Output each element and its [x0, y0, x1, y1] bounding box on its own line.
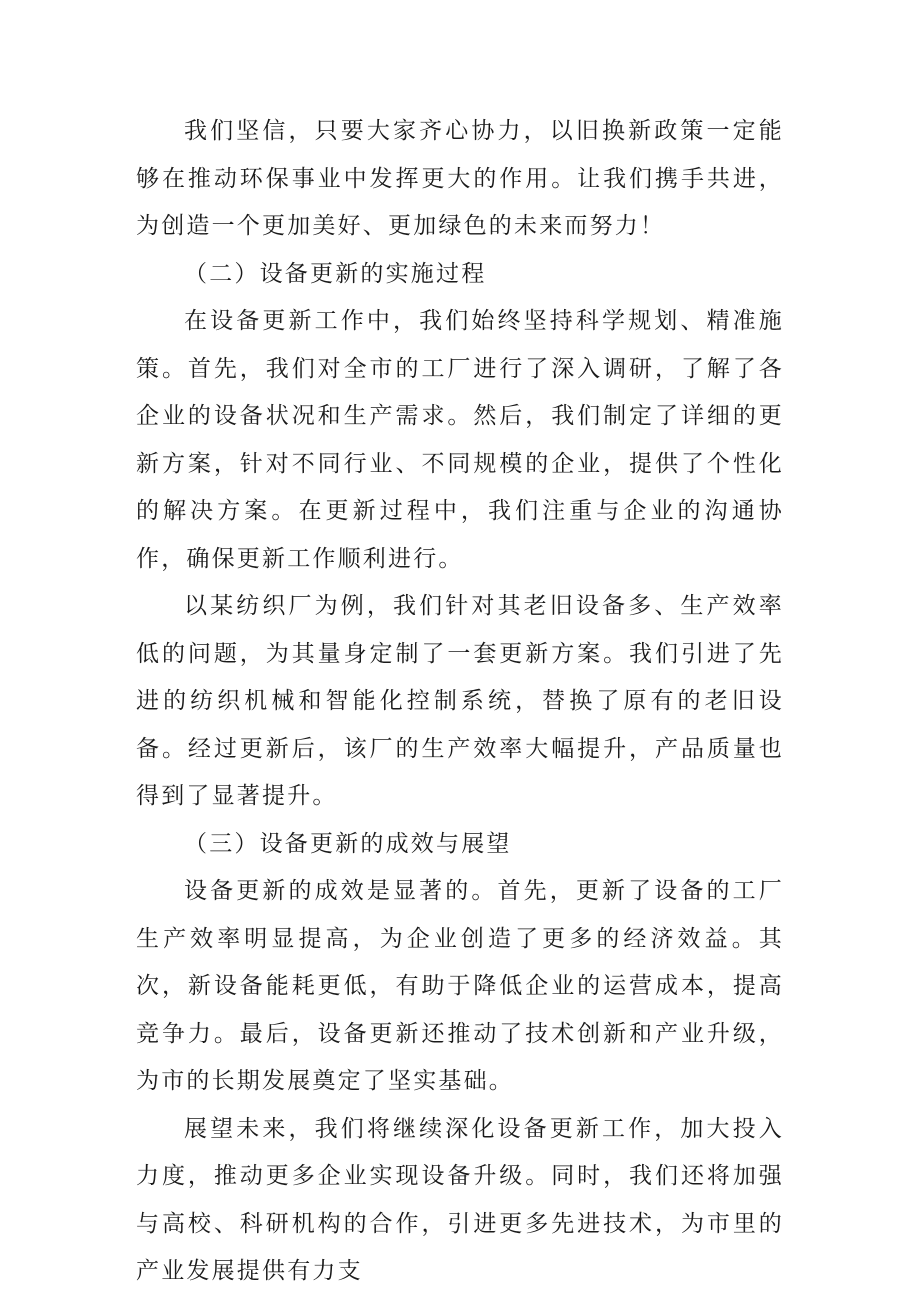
section-heading-implementation: （二）设备更新的实施过程 [184, 260, 487, 287]
section-heading-results-outlook: （三）设备更新的成效与展望 [184, 830, 512, 857]
paragraph-conclusion-environmental: 我们坚信，只要大家齐心协力，以旧换新政策一定能够在推动环保事业中发挥更大的作用。让我们携手共进，为创造一个更加美好、更加绿色的未来而努力！ [136, 118, 784, 239]
paragraph-textile-factory-example: 以某纺织厂为例，我们针对其老旧设备多、生产效率低的问题，为其量身定制了一套更新方案。我们引进了先进的纺织机械和智能化控制系统，替换了原有的老旧设备。经过更新后，该厂的生产效率大幅提升，产品质量也得到了显著提升。 [136, 593, 784, 809]
paragraph-results: 设备更新的成效是显著的。首先，更新了设备的工厂生产效率明显提高，为企业创造了更多的经济效益。其次，新设备能耗更低，有助于降低企业的运营成本，提高竞争力。最后，设备更新还推动了技术创新和产业升级，为市的长期发展奠定了坚实基础。 [136, 878, 784, 1094]
paragraph-implementation-process: 在设备更新工作中，我们始终坚持科学规划、精准施策。首先，我们对全市的工厂进行了深入调研，了解了各企业的设备状况和生产需求。然后，我们制定了详细的更新方案，针对不同行业、不同规模的企业，提供了个性化的解决方案。在更新过程中，我们注重与企业的沟通协作，确保更新工作顺利进行。 [136, 308, 784, 572]
document-body [136, 108, 784, 1296]
paragraph-outlook: 展望未来，我们将继续深化设备更新工作，加大投入力度，推动更多企业实现设备升级。同时，我们还将加强与高校、科研机构的合作，引进更多先进技术，为市里的产业发展提供有力支 [136, 1115, 784, 1284]
